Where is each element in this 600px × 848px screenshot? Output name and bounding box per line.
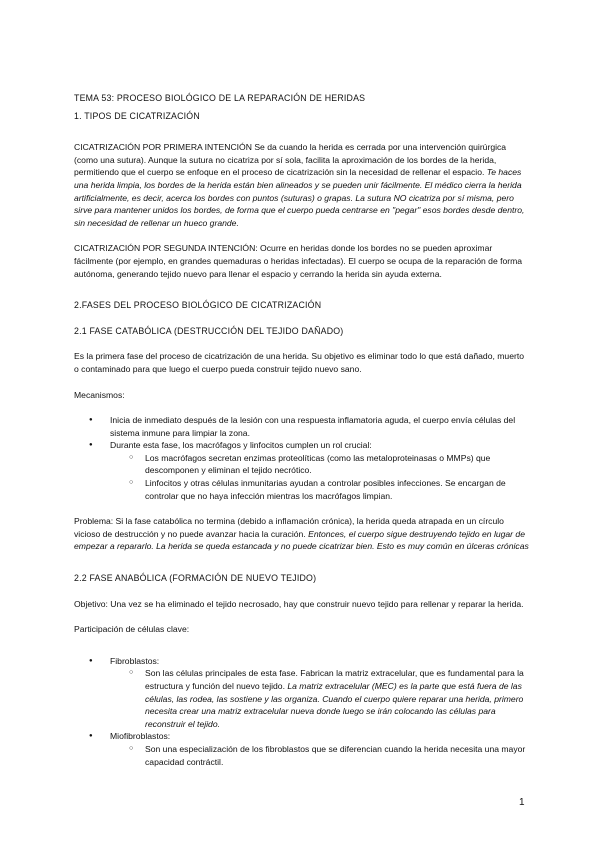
sub-list-item: ○ Los macrófagos secretan enzimas proteolíticas (como las metaloproteinasas o MMPs) que descomponen y eliminan el tejido necrótico. bbox=[74, 452, 530, 477]
segunda-intencion-label: CICATRIZACIÓN POR SEGUNDA INTENCIÓN: bbox=[74, 243, 258, 254]
primera-intencion-text: Se da cuando la herida es cerrada por una intervención quirúrgica (como una sutura). Aunque la sutura no cicatriza por sí sola, facilita la aproximación de los bordes de la herida, permitiendo que el cuerpo se enfoque en el proceso de cicatrización sin la necesidad de rellenar el espacio. bbox=[74, 142, 507, 178]
list-item: ● Inicia de inmediato después de la lesión con una respuesta inflamatoria aguda, el cuerpo envía células del sistema inmune para limpiar la zona. bbox=[74, 414, 530, 439]
primera-intencion-paragraph bbox=[74, 141, 530, 229]
section-2-1-heading: 2.1 FASE CATABÓLICA (DESTRUCCIÓN DEL TEJIDO DAÑADO) bbox=[74, 325, 344, 336]
section-1-heading: 1. TIPOS DE CICATRIZACIÓN bbox=[74, 110, 200, 121]
problema-paragraph bbox=[74, 515, 530, 553]
segunda-intencion-text: Ocurre en heridas donde los bordes no se pueden aproximar fácilmente (por ejemplo, en grandes quemaduras o heridas infectadas). El cuerpo se ocupa de la reparación de forma autónoma, generando tejido nuevo para llenar el espacio y cerrando la herida sin ayuda externa. bbox=[74, 243, 523, 279]
problema-italic: Entonces, el cuerpo sigue destruyendo tejido en lugar de empezar a repararlo. La herida se queda estancada y no puede cicatrizar bien. Esto es muy común en úlceras crónicas bbox=[74, 528, 529, 552]
section-2-2-heading: 2.2 FASE ANABÓLICA (FORMACIÓN DE NUEVO TEJIDO) bbox=[74, 573, 317, 584]
mecanismos-list bbox=[74, 414, 530, 502]
participacion-label: Participación de células clave: bbox=[74, 624, 190, 635]
list-item: ● Fibroblastos: bbox=[74, 655, 530, 668]
section-2-heading: 2.FASES DEL PROCESO BIOLÓGICO DE CICATRIZACIÓN bbox=[74, 300, 322, 311]
primera-intencion-italic: Te haces una herida limpia, los bordes de la herida están bien alineados y se pueden unir fácilmente. El médico cierra la herida artificialmente, es decir, acerca los bordes con puntos (suturas) o grapas. La sutura NO cicatriza por sí misma, pero sirve para mantener unidos los bordes, de forma que el cuerpo pueda centrarse en "pegar" esos bordes desde dentro, sin necesidad de rellenar un hueco grande. bbox=[74, 167, 525, 228]
primera-intencion-label: CICATRIZACIÓN POR PRIMERA INTENCIÓN bbox=[74, 142, 252, 153]
mecanismos-label: Mecanismos: bbox=[74, 389, 125, 400]
sub-list-item: ○ Son una especialización de los fibroblastos que se diferencian cuando la herida necesita una mayor capacidad contráctil. bbox=[74, 743, 530, 768]
list-item: ● Durante esta fase, los macrófagos y linfocitos cumplen un rol crucial: bbox=[74, 439, 530, 452]
document-page bbox=[74, 92, 530, 768]
sub-list-item: ○ Linfocitos y otras células inmunitarias ayudan a controlar posibles infecciones. Se encargan de controlar que no haya infección mientras los macrófagos limpian. bbox=[74, 477, 530, 502]
document-title: TEMA 53: PROCESO BIOLÓGICO DE LA REPARACIÓN DE HERIDAS bbox=[74, 93, 366, 103]
celulas-list bbox=[74, 655, 530, 768]
page-number: 1 bbox=[519, 797, 525, 808]
list-item: ● Miofibroblastos: bbox=[74, 730, 530, 743]
problema-text: Problema: Si la fase catabólica no termina (debido a inflamación crónica), la herida queda atrapada en un círculo vicioso de destrucción y no puede avanzar hacia la curación. bbox=[74, 516, 504, 539]
catabolica-intro: Es la primera fase del proceso de cicatrización de una herida. Su objetivo es eliminar todo lo que está dañado, muerto o contaminado para que luego el cuerpo pueda construir tejido nuevo sano. bbox=[74, 351, 525, 374]
objetivo-paragraph: Objetivo: Una vez se ha eliminado el tejido necrosado, hay que construir nuevo tejido para rellenar y reparar la herida. bbox=[74, 598, 524, 609]
segunda-intencion-paragraph bbox=[74, 242, 530, 280]
sub-list-item: ○ Son las células principales de esta fase. Fabrican la matriz extracelular, que es fundamental para la estructura y función del nuevo tejido. La matriz extracelular (MEC) es la parte que está fuera de las células, las rodea, las sostiene y las organiza. Cuando el cuerpo quiere reparar una herida, primero necesita crear una matriz extracelular nueva donde luego se irán colocando las células para reconstruir el tejido. bbox=[74, 667, 530, 730]
